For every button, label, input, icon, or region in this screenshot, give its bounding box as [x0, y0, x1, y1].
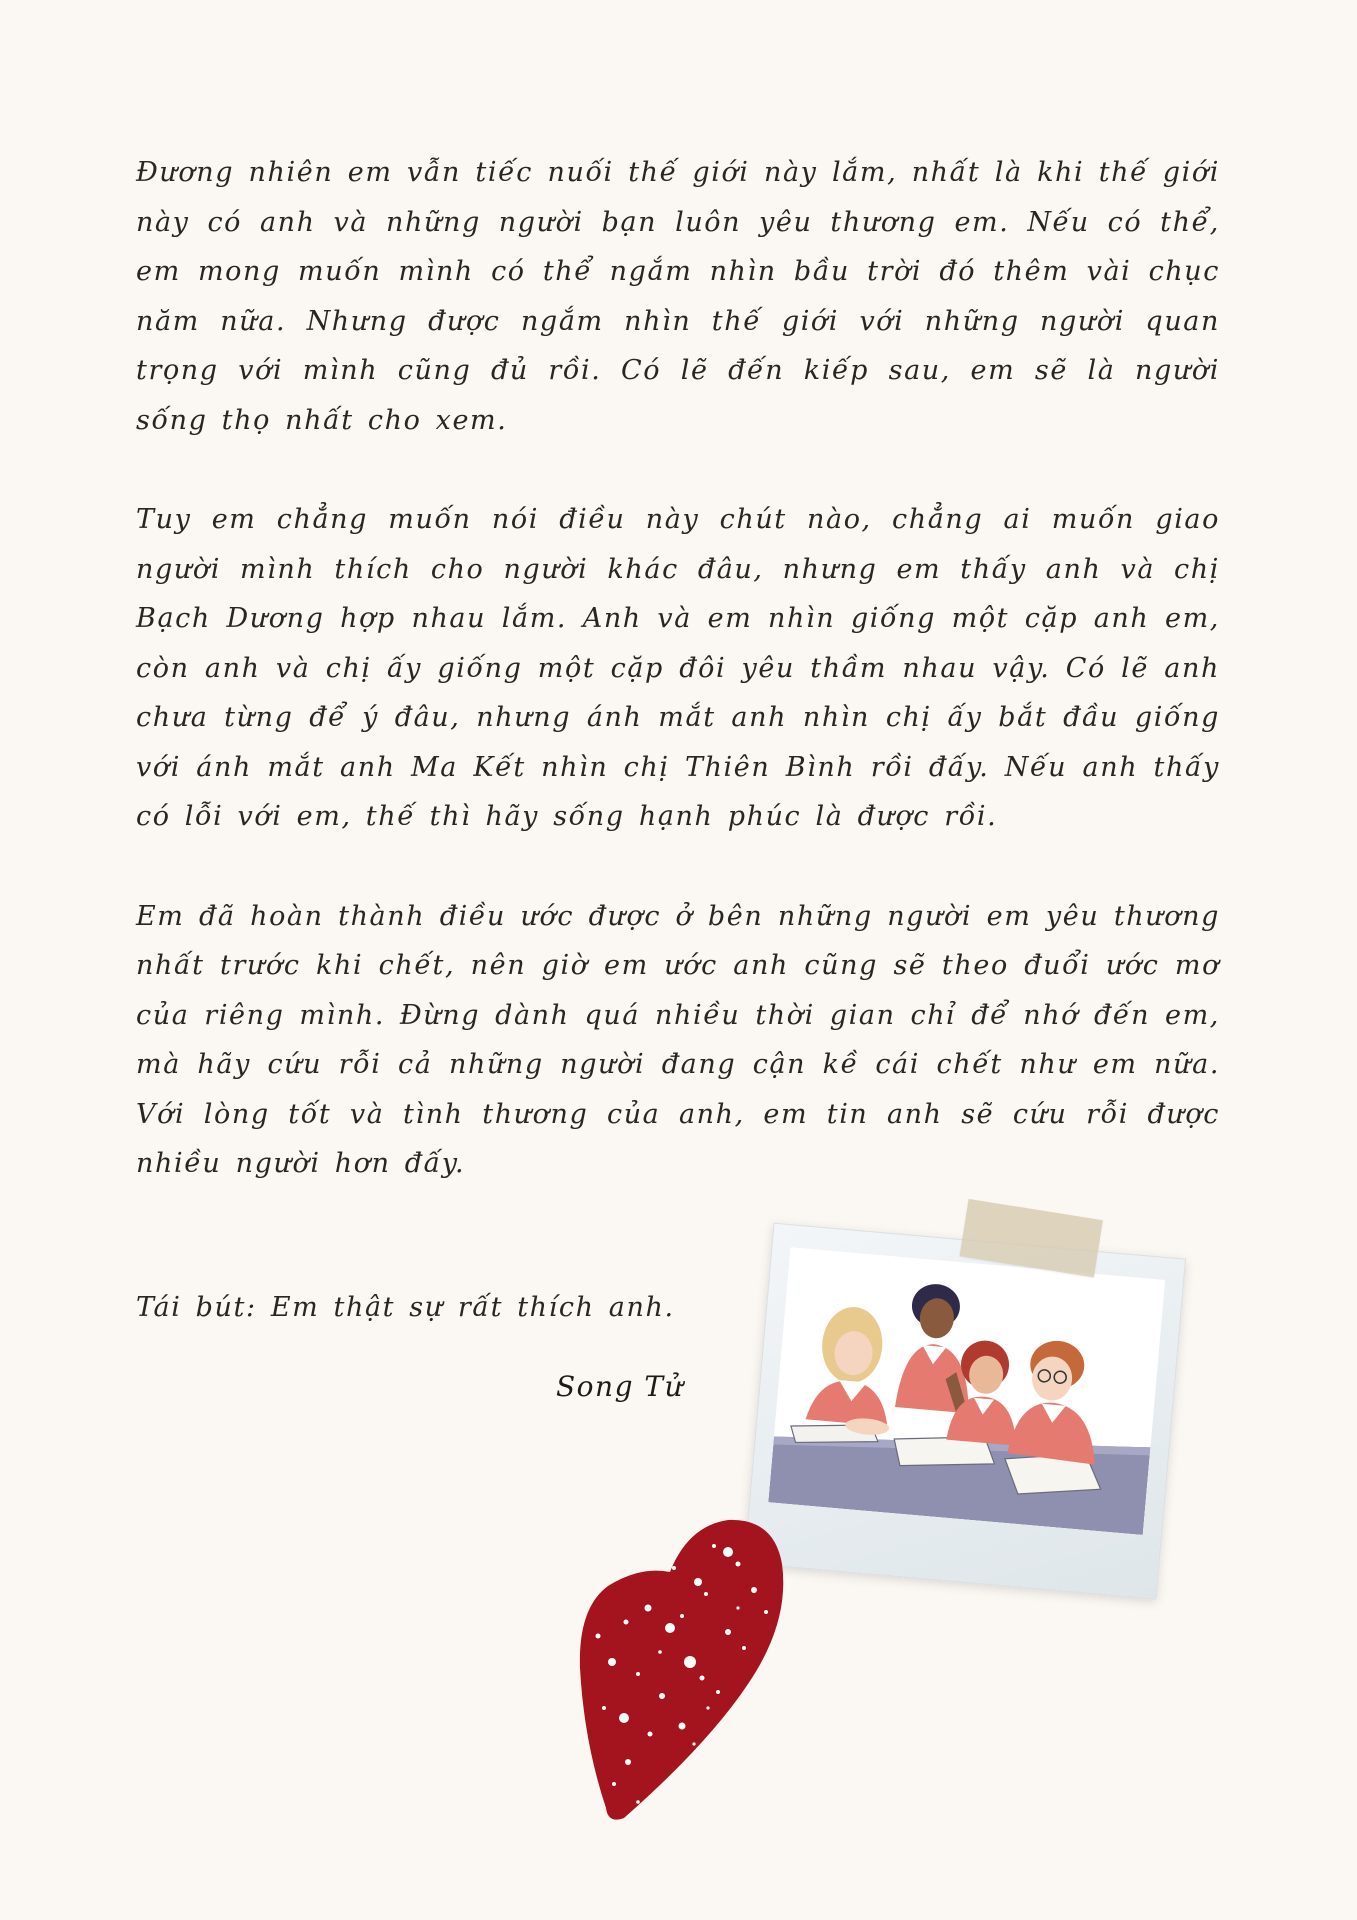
- letter-paragraph-1: Đương nhiên em vẫn tiếc nuối thế giới này lắm, nhất là khi thế giới này có anh và những người bạn luôn yêu thương em. Nếu có thể, em mong muốn mình có thể ngắm nhìn bầu trời đó thêm vài chục năm nữa. Nhưng được ngắm nhìn thế giới với những người quan trọng với mình cũng đủ rồi. Có lẽ đến kiếp sau, em sẽ là người sống thọ nhất cho xem.: [136, 157, 1220, 436]
- polaroid-photo: [744, 1223, 1184, 1598]
- letter-paragraph-3: Em đã hoàn thành điều ước được ở bên những người em yêu thương nhất trước khi chết, nên giờ em ước anh cũng sẽ theo đuổi ước mơ của riêng mình. Đừng dành quá nhiều thời gian chỉ để nhớ đến em, mà hãy cứu rỗi cả những người đang cận kề cái chết như em nữa. Với lòng tốt và tình thương của anh, em tin anh sẽ cứu rỗi được nhiều người hơn đấy.: [136, 900, 1220, 1179]
- photo-image: [768, 1247, 1165, 1535]
- students-illustration-icon: [768, 1247, 1165, 1535]
- polaroid-frame: [744, 1223, 1186, 1600]
- postscript: Tái bút: Em thật sự rất thích anh.: [136, 1292, 675, 1323]
- letter-body: [136, 148, 1220, 1189]
- letter-paragraph-2: Tuy em chẳng muốn nói điều này chút nào, chẳng ai muốn giao người mình thích cho người khác đâu, nhưng em thấy anh và chị Bạch Dương hợp nhau lắm. Anh và em nhìn giống một cặp anh em, còn anh và chị ấy giống một cặp đôi yêu thầm nhau vậy. Có lẽ anh chưa từng để ý đâu, nhưng ánh mắt anh nhìn chị ấy bắt đầu giống với ánh mắt anh Ma Kết nhìn chị Thiên Bình rồi đấy. Nếu anh thấy có lỗi với em, thế thì hãy sống hạnh phúc là được rồi.: [136, 504, 1220, 832]
- red-heart-decoration: [578, 1512, 788, 1824]
- signature: Song Tử: [556, 1370, 685, 1403]
- heart-icon: [578, 1512, 788, 1824]
